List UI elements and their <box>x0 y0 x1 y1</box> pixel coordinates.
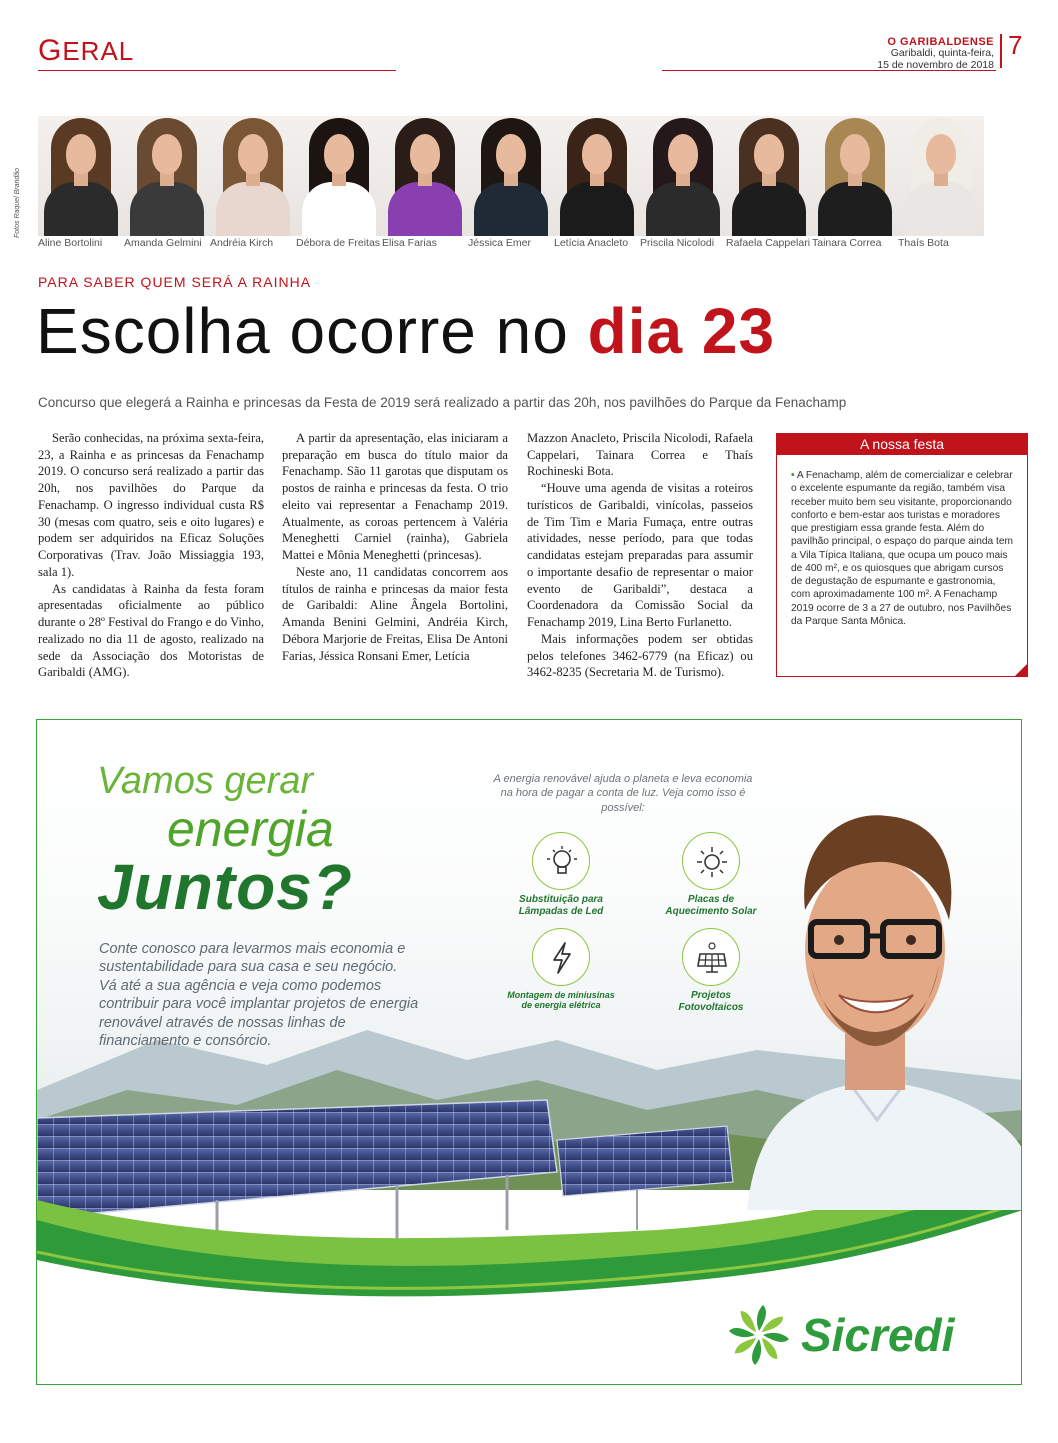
candidate-name: Elisa Farias <box>382 237 437 249</box>
paragraph: As candidatas à Rainha da festa foram apresentadas oficialmente ao público durante o 28º Festival do Frango e do Vinho, realizado no dia 11 de agosto, realizado na sede da Associação dos Motoristas de Garibaldi (AMG). <box>38 581 264 680</box>
feature-label <box>491 894 631 917</box>
portrait-face <box>410 134 440 174</box>
section-title-initial: G <box>38 34 63 67</box>
feature-circle <box>682 928 740 986</box>
date-line-1: Garibaldi, quinta-feira, <box>890 47 994 60</box>
candidate-portrait <box>210 116 296 236</box>
portrait-face <box>238 134 268 174</box>
feature-label <box>641 990 781 1013</box>
candidate-portrait <box>812 116 898 236</box>
photo-credit: Fotos Raquel Brandão <box>14 167 21 238</box>
headline-plain: Escolha ocorre no <box>36 295 588 367</box>
article-kicker: PARA SABER QUEM SERÁ A RAINHA <box>38 274 312 290</box>
feature-led <box>491 832 631 917</box>
date-line-2: 15 de novembro de 2018 <box>877 58 994 71</box>
masthead <box>877 36 994 71</box>
feature-label-line-1: Substituição para <box>519 894 603 905</box>
feature-label-line-2: de energia elétrica <box>521 1000 601 1011</box>
candidate-name: Amanda Gelmini <box>124 237 202 249</box>
portrait-outfit <box>388 182 462 236</box>
sidebar-title: A nossa festa <box>777 433 1027 455</box>
candidate-name: Andréia Kirch <box>210 237 274 249</box>
paragraph: Neste ano, 11 candidatas concorrem aos títulos de rainha e princesas da maior festa de Garibaldi: Aline Ângela Bortolini, Amanda Benini Gelmini, Andréia Kirch, Débora Marjorie de Freitas, Elisa De Antoni Farias, Jéssica Ronsani Emer, Letícia <box>282 564 508 663</box>
paragraph: A partir da apresentação, elas iniciaram a preparação em busca do título maior da Fenachamp. São 11 garotas que disputam os postos de rainha e princesas da festa. O trio eleito vai representar a Fenachamp 2019. Atualmente, as coroas pertencem à Valéria Meneghetti Carniel (rainha), Gabriela Mattei e Mônia Meneghetti (princesas). <box>282 431 508 563</box>
feature-label <box>491 990 631 1011</box>
feature-circle <box>532 832 590 890</box>
lightbulb-icon <box>544 844 580 880</box>
sicredi-logo <box>727 1300 954 1370</box>
candidate-portrait <box>38 116 124 236</box>
portrait-face <box>152 134 182 174</box>
solar-panel-icon <box>694 940 730 976</box>
headline-accent: dia 23 <box>587 295 776 367</box>
portrait-outfit <box>474 182 548 236</box>
candidate-name: Thaís Bota <box>898 237 949 249</box>
candidate-portrait <box>382 116 468 236</box>
feature-label-line-2: Fotovoltaicos <box>678 1001 744 1013</box>
feature-label-line-2: Lâmpadas de Led <box>518 905 604 917</box>
candidate-portrait <box>726 116 812 236</box>
portrait-outfit <box>646 182 720 236</box>
portrait-face <box>324 134 354 174</box>
candidate-name: Priscila Nicolodi <box>640 237 715 249</box>
feature-circle <box>532 928 590 986</box>
candidate-name: Aline Bortolini <box>38 237 103 249</box>
paragraph: Mazzon Anacleto, Priscila Nicolodi, Rafaela Cappelari, Tainara Correa e Thaís Rochineski Bota. <box>527 431 753 479</box>
candidate-portrait <box>124 116 210 236</box>
portrait-outfit <box>216 182 290 236</box>
portrait-row <box>38 116 984 236</box>
paragraph: “Houve uma agenda de visitas a roteiros turísticos de Garibaldi, vinícolas, passeios de Tim Tim e Maria Fumaça, entre outras atividades, nesse período, para que todas candidatas estejam preparadas para assumir o importante desafio de representar o maior evento de Garibaldi”, destaca a Coordenadora da Comissão Social da Fenachamp 2019, Lina Berto Furlanetto. <box>527 481 753 630</box>
candidate-name: Letícia Anacleto <box>554 237 629 249</box>
lightning-icon <box>544 940 580 976</box>
page-number-divider <box>1000 34 1002 68</box>
portrait-face <box>926 134 956 174</box>
candidate-portrait <box>296 116 382 236</box>
article-headline <box>36 296 775 366</box>
section-title-rest: ERAL <box>62 36 135 66</box>
sun-icon <box>694 844 730 880</box>
feature-label-line-1: Montagem de miniusinas <box>507 990 615 1000</box>
feature-label-line-2: Aquecimento Solar <box>665 905 757 917</box>
sidebar-corner-decoration <box>1014 663 1028 677</box>
portrait-outfit <box>130 182 204 236</box>
candidate-name: Rafaela Cappelari <box>726 237 811 249</box>
sicredi-wordmark: Sicredi <box>801 1309 955 1361</box>
portrait-names <box>38 237 984 249</box>
feature-solar-heating <box>641 832 781 917</box>
candidate-name: Jéssica Emer <box>468 237 532 249</box>
article-column-3 <box>527 430 753 681</box>
portrait-outfit <box>818 182 892 236</box>
publication-name: O GARIBALDENSE <box>887 36 994 48</box>
portrait-face <box>66 134 96 174</box>
candidate-name: Tainara Correa <box>812 237 882 249</box>
portrait-face <box>496 134 526 174</box>
candidate-portrait <box>554 116 640 236</box>
candidate-name: Débora de Freitas <box>296 237 381 249</box>
ad-headline-line-1: Vamos gerar <box>97 760 314 802</box>
portrait-outfit <box>904 182 978 236</box>
feature-mini-plants <box>491 928 631 1011</box>
portrait-face <box>668 134 698 174</box>
sicredi-advertisement <box>36 719 1022 1385</box>
feature-label <box>641 894 781 917</box>
header-rule-left <box>38 70 396 71</box>
article-column-1 <box>38 430 264 681</box>
candidate-portrait <box>898 116 984 236</box>
feature-label-line-1: Placas de <box>687 894 735 905</box>
page-number: 7 <box>1008 30 1023 60</box>
ad-body-text: Conte conosco para levarmos mais economia e sustentabilidade para sua casa e seu negócio. Vá até a sua agência e veja como podemos contribuir para você implantar projetos de energia renovável através de nossas linhas de financiamento e consórcio. <box>99 941 419 1050</box>
feature-circle <box>682 832 740 890</box>
sidebar-box <box>776 433 1028 677</box>
sidebar-body: A Fenachamp, além de comercializar e celebrar o excelente espumante da região, também visa receber muito bem seu visitante, proporcionando conforto e bem-estar aos turistas e moradores que prestigiam essa grande festa. Além do pavilhão principal, o espaço do parque ainda tem a Vila Típica Italiana, que ocupa um pouco mais de 400 m², e os quiosques que abrigam cursos de degustação de espumante e gastronomia, com aproximadamente 100 m². A Fenachamp 2019 ocorre de 3 a 27 de outubro, nos Pavilhões da Parque Santa Mônica. <box>791 470 1014 627</box>
portrait-face <box>840 134 870 174</box>
paragraph: Mais informações podem ser obtidas pelos telefones 3462-6779 (na Eficaz) ou 3462-8235 (Secretaria M. de Turismo). <box>527 631 753 680</box>
section-title <box>38 34 134 68</box>
feature-photovoltaic <box>641 928 781 1013</box>
portrait-outfit <box>44 182 118 236</box>
ad-headline-line-2: energia <box>167 801 334 857</box>
sicredi-pinwheel-icon <box>727 1303 791 1367</box>
portrait-outfit <box>732 182 806 236</box>
article-subhead: Concurso que elegerá a Rainha e princesas da Festa de 2019 será realizado a partir das 20h, nos pavilhões do Parque da Fenachamp <box>38 395 847 410</box>
bullet-icon: • <box>791 470 795 481</box>
portrait-outfit <box>302 182 376 236</box>
portrait-face <box>582 134 612 174</box>
paragraph: Serão conhecidas, na próxima sexta-feira, 23, a Rainha e as princesas da Fenachamp 2019. O concurso será realizado a partir das 20h, nos pavilhões do Parque da Fenachamp. O ingresso individual custa R$ 30 (mesas com quatro, seis e oito lugares) e podem ser adquiridos na Eficaz Soluções Corporativas (Trav. João Missiaggia 193, sala 1). <box>38 431 264 579</box>
sidebar-text <box>777 455 1027 628</box>
portrait-outfit <box>560 182 634 236</box>
ad-intro-text: A energia renovável ajuda o planeta e leva economia na hora de pagar a conta de luz. Veja como isso é possível: <box>493 773 753 814</box>
ad-headline-line-3: Juntos? <box>97 851 353 923</box>
portrait-face <box>754 134 784 174</box>
feature-label-line-1: Projetos <box>690 990 731 1001</box>
candidate-portrait <box>468 116 554 236</box>
candidate-portrait <box>640 116 726 236</box>
article-column-2 <box>282 430 508 664</box>
